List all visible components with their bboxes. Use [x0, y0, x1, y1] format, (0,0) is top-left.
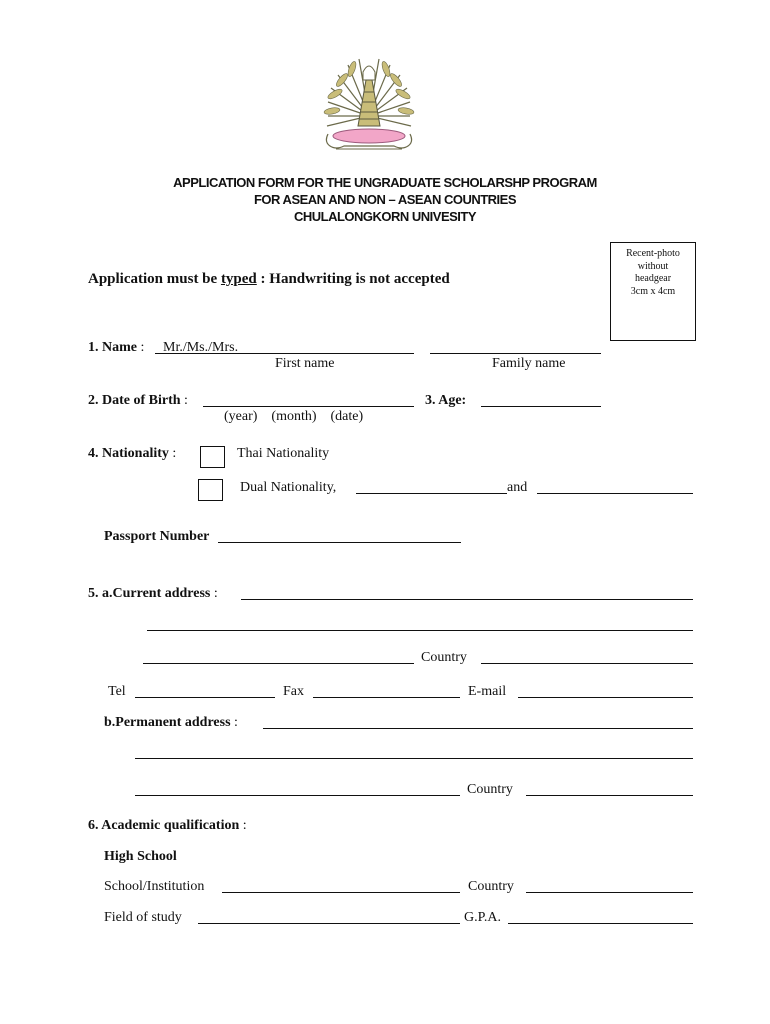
fax-label: Fax	[283, 684, 304, 699]
photo-box[interactable]	[610, 242, 696, 341]
permanent-country-label: Country	[467, 782, 513, 797]
school-country-label: Country	[468, 879, 514, 894]
current-address-field-1[interactable]	[241, 599, 693, 600]
academic-label-group	[88, 818, 247, 834]
family-name-field[interactable]	[430, 353, 601, 354]
age-label: 3. Age:	[425, 393, 467, 408]
nationality-label: 4. Nationality	[88, 446, 169, 461]
dob-captions: (year) (month) (date)	[224, 409, 364, 424]
notice-suffix: : Handwriting is not accepted	[256, 271, 450, 287]
photo-line2: without	[637, 260, 669, 272]
current-address-label-group	[88, 586, 218, 602]
form-title-line1: APPLICATION FORM FOR THE UNGRADUATE SCHOLARSHP PROGRAM	[173, 175, 597, 190]
typed-notice	[88, 271, 450, 288]
nationality-colon: :	[168, 446, 177, 461]
thai-nationality-checkbox[interactable]	[200, 446, 225, 468]
field-of-study-label: Field of study	[104, 910, 182, 925]
school-country-field[interactable]	[526, 892, 693, 893]
dual-nationality-label: Dual Nationality,	[240, 480, 337, 495]
current-address-label: 5. a.Current address	[88, 586, 211, 601]
university-emblem	[322, 56, 416, 156]
form-title-line3: CHULALONGKORN UNIVESITY	[293, 209, 477, 224]
current-address-field-3[interactable]	[143, 663, 414, 664]
permanent-address-colon: :	[230, 715, 238, 730]
age-field[interactable]	[481, 406, 601, 407]
name-label-group	[88, 340, 144, 356]
notice-typed: typed	[220, 271, 257, 287]
permanent-address-field-1[interactable]	[263, 728, 693, 729]
current-address-colon: :	[210, 586, 218, 601]
email-label: E-mail	[468, 684, 507, 699]
high-school-heading: High School	[104, 849, 177, 864]
passport-label: Passport Number	[104, 529, 210, 544]
current-country-field[interactable]	[481, 663, 693, 664]
academic-label: 6. Academic qualification	[88, 818, 240, 833]
dob-label-group	[88, 393, 188, 409]
fax-field[interactable]	[313, 697, 460, 698]
gpa-label: G.P.A.	[464, 910, 501, 925]
photo-line1: Recent-photo	[626, 248, 680, 259]
current-country-label: Country	[421, 650, 467, 665]
tel-label: Tel	[108, 684, 126, 699]
permanent-address-label-group	[104, 715, 238, 731]
dob-label: 2. Date of Birth	[88, 393, 181, 408]
tel-field[interactable]	[135, 697, 275, 698]
permanent-country-field[interactable]	[526, 795, 693, 796]
first-name-caption: First name	[275, 356, 335, 371]
academic-colon: :	[239, 818, 247, 833]
dual-nationality-field-2[interactable]	[537, 493, 693, 494]
notice-prefix: Application must be	[88, 271, 221, 287]
name-title-prefix: Mr./Ms./Mrs.	[163, 340, 239, 355]
gpa-field[interactable]	[508, 923, 693, 924]
email-field[interactable]	[518, 697, 693, 698]
nationality-label-group	[88, 446, 176, 462]
permanent-address-label: b.Permanent address	[104, 715, 231, 730]
dual-nationality-checkbox[interactable]	[198, 479, 223, 501]
field-of-study-field[interactable]	[198, 923, 460, 924]
photo-line4: 3cm x 4cm	[630, 285, 676, 297]
permanent-address-field-2[interactable]	[135, 758, 693, 759]
passport-field[interactable]	[218, 542, 461, 543]
school-institution-label: School/Institution	[104, 879, 205, 894]
form-title-line2: FOR ASEAN AND NON – ASEAN COUNTRIES	[253, 192, 517, 207]
permanent-address-field-3[interactable]	[135, 795, 460, 796]
dob-field[interactable]	[203, 406, 414, 407]
current-address-field-2[interactable]	[147, 630, 693, 631]
dual-nationality-and: and	[507, 480, 528, 495]
photo-line3: headgear	[634, 273, 672, 284]
thai-nationality-label: Thai Nationality	[237, 446, 330, 461]
dual-nationality-field-1[interactable]	[356, 493, 507, 494]
school-institution-field[interactable]	[222, 892, 460, 893]
name-colon: :	[137, 340, 145, 355]
family-name-caption: Family name	[492, 356, 566, 371]
name-label: 1. Name	[88, 340, 137, 355]
dob-colon: :	[180, 393, 188, 408]
